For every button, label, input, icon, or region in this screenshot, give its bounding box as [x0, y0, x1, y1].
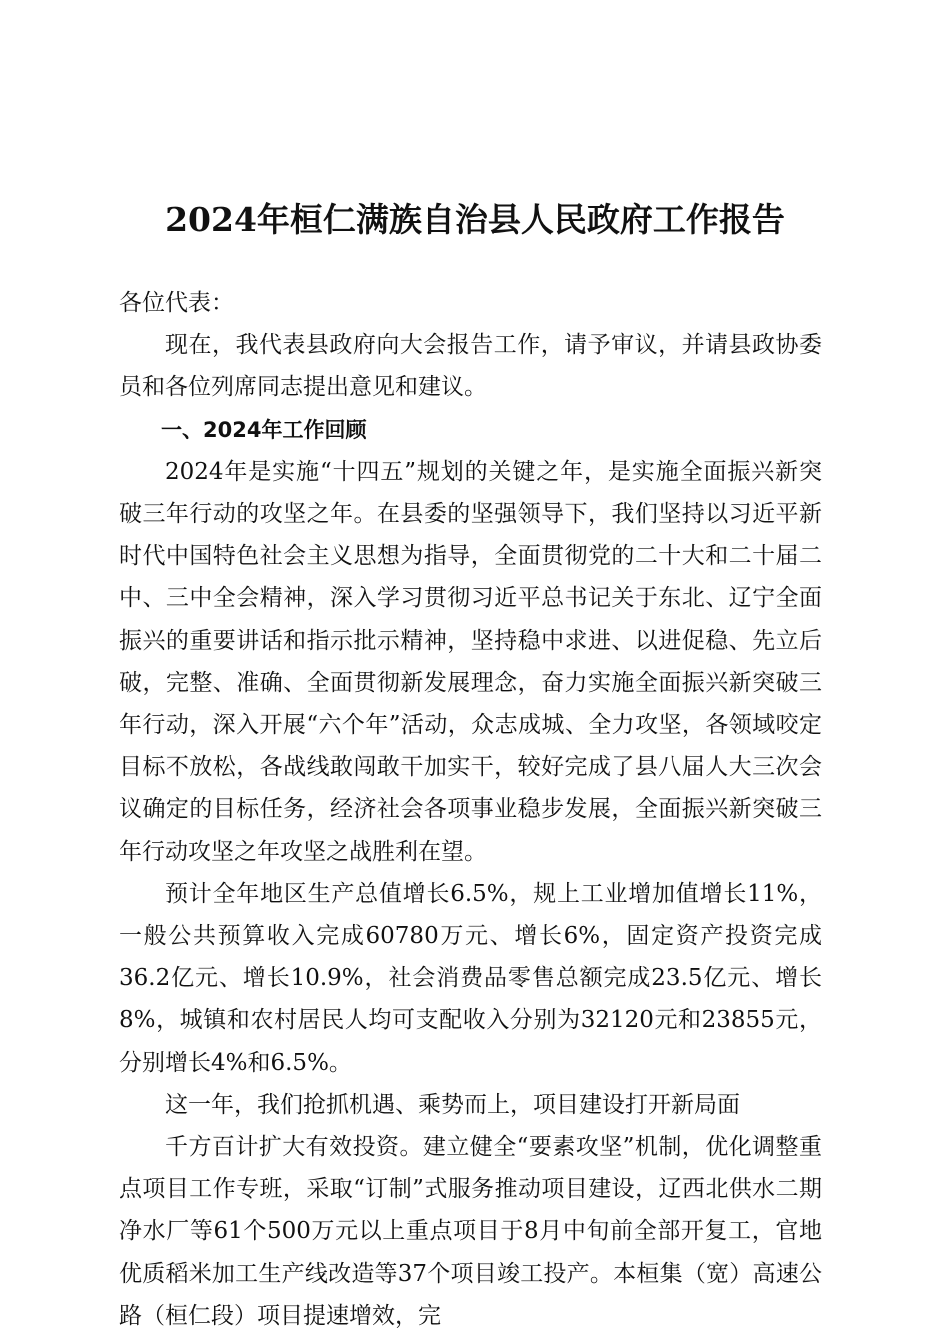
body-paragraph: 2024年是实施“十四五”规划的关键之年，是实施全面振兴新突破三年行动的攻坚之年。在县委的坚强领导下，我们坚持以习近平新时代中国特色社会主义思想为指导，全面贯彻党的二十大和二十届二中、三中全会精神，深入学习贯彻习近平总书记关于东北、辽宁全面振兴的重要讲话和指示批示精神，坚持稳中求进、以进促稳、先立后破，完整、准确、全面贯彻新发展理念，奋力实施全面振兴新突破三年行动，深入开展“六个年”活动，众志成城、全力攻坚，各领域咬定目标不放松，各战线敢闯敢干加实干，较好完成了县八届人大三次会议确定的目标任务，经济社会各项事业稳步发展，全面振兴新突破三年行动攻坚之年攻坚之战胜利在望。 — [119, 458, 822, 865]
salutation: 各位代表： — [119, 290, 234, 316]
document-body — [119, 282, 822, 1337]
document-title: 2024年桓仁满族自治县人民政府工作报告 — [165, 200, 785, 239]
intro-paragraph: 现在，我代表县政府向大会报告工作，请予审议，并请县政协委员和各位列席同志提出意见和建议。 — [119, 332, 822, 401]
section-heading: 一、2024年工作回顾 — [161, 417, 367, 442]
body-paragraph: 这一年，我们抢抓机遇、乘势而上，项目建设打开新局面 — [165, 1091, 740, 1118]
body-paragraph: 千方百计扩大有效投资。建立健全“要素攻坚”机制，优化调整重点项目工作专班，采取“订制”式服务推动项目建设，辽西北供水二期净水厂等61个500万元以上重点项目于8月中旬前全部开复工，官地优质稻米加工生产线改造等37个项目竣工投产。本桓集（宽）高速公路（桓仁段）项目提速增效，完 — [119, 1134, 822, 1329]
body-paragraph: 预计全年地区生产总值增长6.5%，规上工业增加值增长11%，一般公共预算收入完成60780万元、增长6%，固定资产投资完成36.2亿元、增长10.9%，社会消费品零售总额完成23.5亿元、增长8%，城镇和农村居民人均可支配收入分别为32120元和23855元，分别增长4%和6.5%。 — [119, 880, 822, 1076]
